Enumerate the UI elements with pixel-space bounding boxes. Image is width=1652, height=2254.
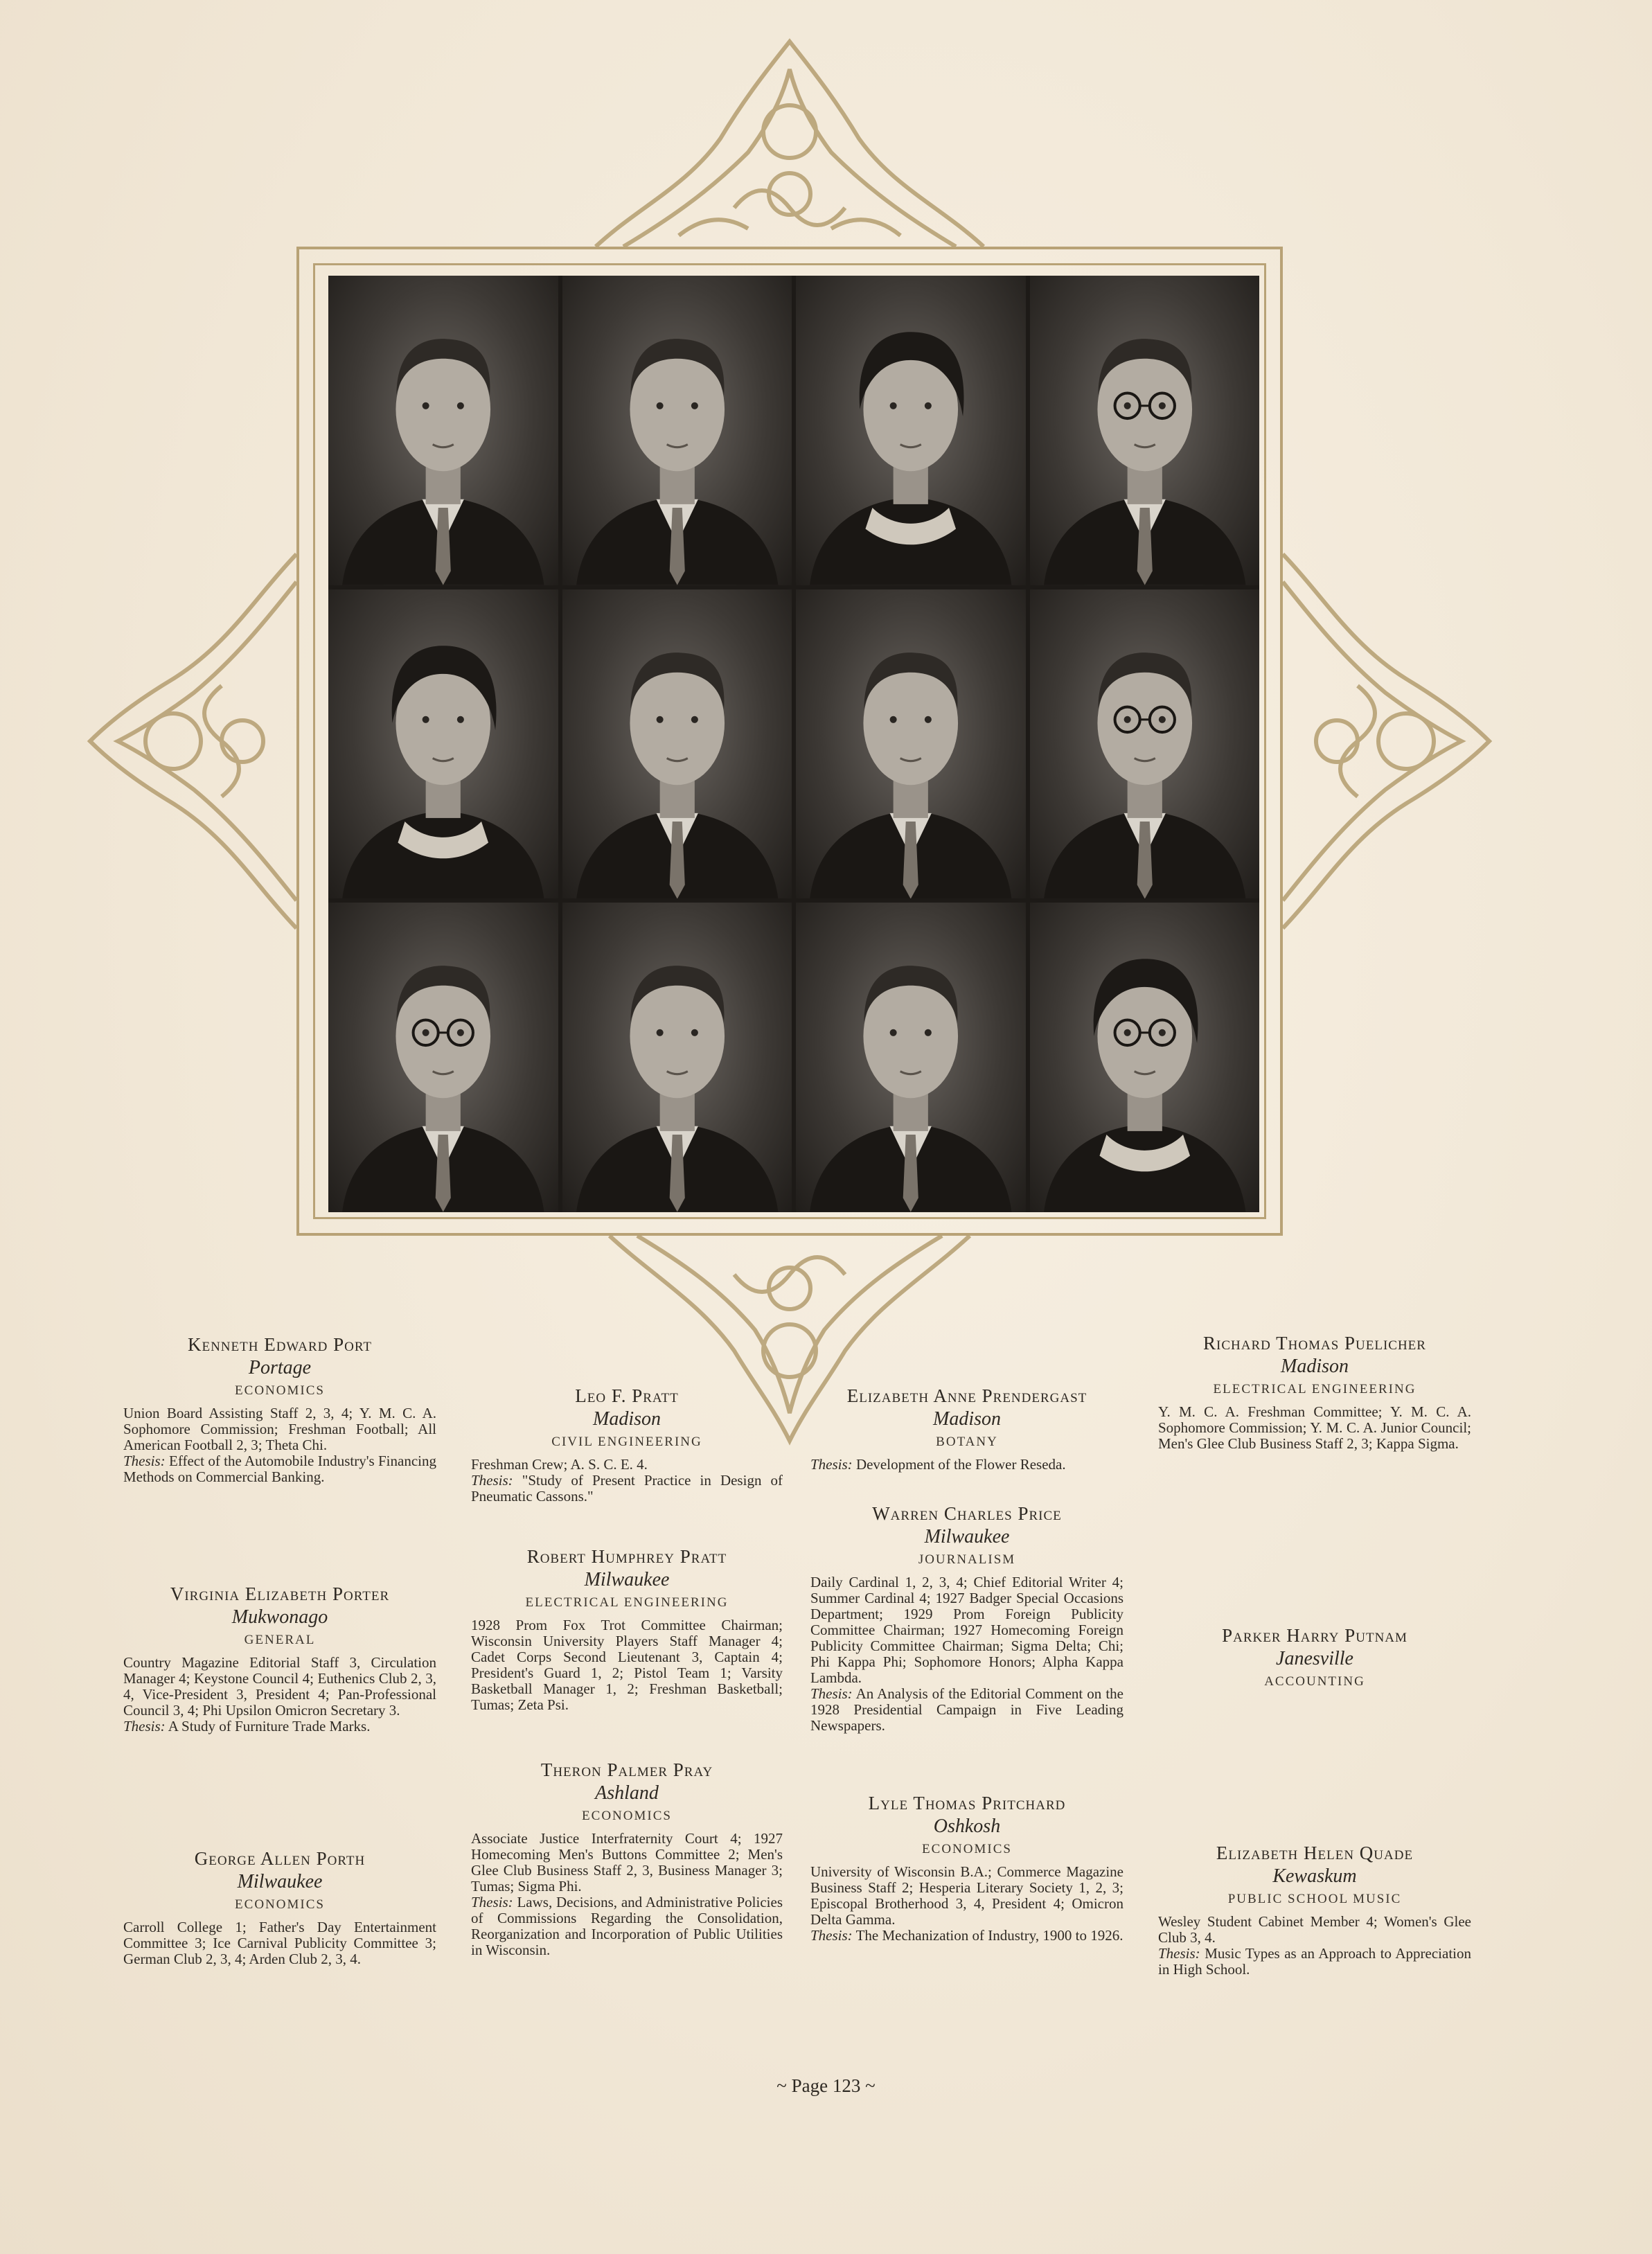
bio-department: ACCOUNTING <box>1264 1674 1365 1689</box>
portrait-photo <box>562 276 792 585</box>
thesis-label: Thesis: <box>810 1685 853 1702</box>
bio-city: Milwaukee <box>584 1569 670 1590</box>
bio-thesis: A Study of Furniture Trade Marks. <box>168 1718 371 1734</box>
bio-department: JOURNALISM <box>918 1552 1016 1567</box>
bio-pray <box>471 1759 783 1958</box>
bio-porter <box>123 1583 436 1734</box>
bio-city: Portage <box>248 1357 312 1378</box>
bio-city: Janesville <box>1276 1648 1353 1669</box>
portrait-photo <box>328 903 558 1212</box>
bio-text <box>810 1864 1123 1944</box>
bio-thesis: An Analysis of the Editorial Comment on the 1928 Presidential Campaign in Five Leading Newspapers. <box>810 1685 1123 1734</box>
bio-department: CIVIL ENGINEERING <box>551 1435 702 1449</box>
bio-name: Parker Harry Putnam <box>1222 1625 1407 1646</box>
portrait-photo <box>1030 903 1260 1212</box>
bio-prendergast <box>810 1385 1123 1473</box>
bio-name: Virginia Elizabeth Porter <box>170 1583 390 1604</box>
bio-text <box>471 1831 783 1958</box>
bio-text <box>123 1655 436 1734</box>
portrait-photo <box>796 903 1026 1212</box>
portrait-grid <box>328 276 1259 1212</box>
thesis-label: Thesis: <box>810 1927 853 1944</box>
thesis-label: Thesis: <box>471 1472 513 1489</box>
bio-activities: Union Board Assisting Staff 2, 3, 4; Y. M. C. A. Sophomore Commission; Freshman Football; All American Football 2, 3; Theta Chi. <box>123 1405 436 1453</box>
thesis-label: Thesis: <box>810 1456 853 1473</box>
thesis-label: Thesis: <box>471 1894 513 1910</box>
bio-thesis: Development of the Flower Reseda. <box>855 1456 1066 1473</box>
bio-activities: University of Wisconsin B.A.; Commerce Magazine Business Staff 2; Hesperia Literary Society 1, 2, 3; Episcopal Brotherhood 3, 4, President 4; Omicron Delta Gamma. <box>810 1863 1123 1928</box>
bio-city: Milwaukee <box>924 1526 1010 1547</box>
bio-port <box>123 1334 436 1485</box>
portrait-photo <box>328 276 558 585</box>
bio-department: ECONOMICS <box>582 1809 672 1823</box>
bio-department: GENERAL <box>244 1633 316 1647</box>
bio-city: Mukwonago <box>231 1606 328 1628</box>
bio-putnam <box>1158 1625 1471 1689</box>
bio-name: George Allen Porth <box>194 1848 366 1869</box>
bio-text <box>810 1457 1123 1473</box>
bio-department: ECONOMICS <box>922 1842 1012 1856</box>
bio-activities: Freshman Crew; A. S. C. E. 4. <box>471 1456 648 1473</box>
bio-name: Elizabeth Anne Prendergast <box>846 1385 1087 1406</box>
bio-text <box>1158 1914 1471 1978</box>
bio-thesis: The Mechanization of Industry, 1900 to 1926. <box>855 1927 1123 1944</box>
bio-activities: Y. M. C. A. Freshman Committee; Y. M. C. A. Sophomore Commission; Y. M. C. A. Junior Council; Men's Glee Club Business Staff 2, 3; Kappa Sigma. <box>1158 1403 1471 1452</box>
bio-pratt-robert <box>471 1546 783 1713</box>
bio-city: Milwaukee <box>237 1871 323 1892</box>
bio-name: Elizabeth Helen Quade <box>1216 1843 1414 1863</box>
bio-pritchard <box>810 1793 1123 1944</box>
portrait-photo <box>796 589 1026 899</box>
bio-activities: Daily Cardinal 1, 2, 3, 4; Chief Editorial Writer 4; Summer Cardinal 4; 1927 Badger Special Occasions Department; 1929 Prom Foreign Publicity Committee Chairman; 1927 Homecoming Foreign Publicity Committee Chairman; Sigma Delta; Chi; Phi Kappa Phi; Sophomore Honors; Alpha Kappa Lambda. <box>810 1574 1123 1686</box>
bio-city: Kewaskum <box>1272 1865 1357 1887</box>
portrait-photo <box>562 903 792 1212</box>
bio-thesis: Laws, Decisions, and Administrative Policies of Commissions Regarding the Consolidation, Reorganization and Incorporation of Public Utilities in Wisconsin. <box>471 1894 783 1958</box>
bio-name: Robert Humphrey Pratt <box>526 1546 727 1567</box>
bio-activities: Wesley Student Cabinet Member 4; Women's Glee Club 3, 4. <box>1158 1913 1471 1946</box>
bio-porth <box>123 1848 436 1967</box>
bio-text <box>471 1617 783 1713</box>
bio-thesis: "Study of Present Practice in Design of Pneumatic Cassons." <box>471 1472 783 1505</box>
bio-city: Madison <box>933 1408 1001 1430</box>
bio-text <box>123 1919 436 1967</box>
bio-name: Theron Palmer Pray <box>540 1759 713 1780</box>
portrait-photo <box>1030 589 1260 899</box>
thesis-label: Thesis: <box>123 1453 166 1469</box>
bio-city: Madison <box>593 1408 661 1430</box>
bio-city: Ashland <box>595 1782 659 1804</box>
bio-department: ECONOMICS <box>235 1383 325 1398</box>
bio-name: Lyle Thomas Pritchard <box>868 1793 1066 1813</box>
bio-quade <box>1158 1843 1471 1978</box>
bio-activities: Country Magazine Editorial Staff 3, Circulation Manager 4; Keystone Council 4; Euthenics Club 2, 3, 4, Vice-President 3, President 4; Pan-Professional Council 3, 4; Phi Upsilon Omicron Secretary 3. <box>123 1654 436 1719</box>
bio-department: ELECTRICAL ENGINEERING <box>525 1595 729 1610</box>
bio-name: Warren Charles Price <box>872 1503 1062 1524</box>
bio-text <box>810 1574 1123 1734</box>
portrait-photo <box>328 589 558 899</box>
portrait-photo <box>796 276 1026 585</box>
bio-name: Kenneth Edward Port <box>187 1334 372 1355</box>
bio-name: Richard Thomas Puelicher <box>1203 1333 1426 1354</box>
bio-thesis: Effect of the Automobile Industry's Financing Methods on Commercial Banking. <box>123 1453 436 1485</box>
bio-activities: Associate Justice Interfraternity Court 4; 1927 Homecoming Men's Buttons Committee 2; Men's Glee Club Business Staff 2, 3, Business Manager 3; Tumas; Sigma Phi. <box>471 1830 783 1894</box>
bio-puelicher <box>1158 1333 1471 1452</box>
bio-city: Oshkosh <box>933 1816 1001 1837</box>
bio-activities: 1928 Prom Fox Trot Committee Chairman; Wisconsin University Players Staff Manager 4; Cadet Corps Second Lieutenant 3, Captain 4; President's Guard 1, 2; Pistol Team 1; Varsity Basketball Manager 1, 2; Freshman Basketball; Tumas; Zeta Psi. <box>471 1617 783 1713</box>
bio-department: PUBLIC SCHOOL MUSIC <box>1227 1892 1402 1906</box>
thesis-label: Thesis: <box>123 1718 166 1734</box>
page-number: ~ Page 123 ~ <box>776 2075 876 2096</box>
bio-department: BOTANY <box>936 1435 998 1449</box>
bio-pratt-leo <box>471 1385 783 1505</box>
portrait-photo <box>1030 276 1260 585</box>
bio-price <box>810 1503 1123 1734</box>
bio-name: Leo F. Pratt <box>575 1385 679 1406</box>
thesis-label: Thesis: <box>1158 1945 1200 1962</box>
bio-department: ELECTRICAL ENGINEERING <box>1213 1382 1416 1396</box>
bio-thesis: Music Types as an Approach to Appreciation in High School. <box>1158 1945 1472 1978</box>
bio-text <box>1158 1404 1471 1452</box>
bio-activities: Carroll College 1; Father's Day Entertainment Committee 3; Ice Carnival Publicity Committee 3; German Club 2, 3, 4; Arden Club 2, 3, 4. <box>123 1919 436 1967</box>
bio-text <box>471 1457 783 1505</box>
bio-city: Madison <box>1281 1356 1349 1377</box>
bio-department: ECONOMICS <box>235 1897 325 1912</box>
portrait-photo <box>562 589 792 899</box>
bio-text <box>123 1405 436 1485</box>
